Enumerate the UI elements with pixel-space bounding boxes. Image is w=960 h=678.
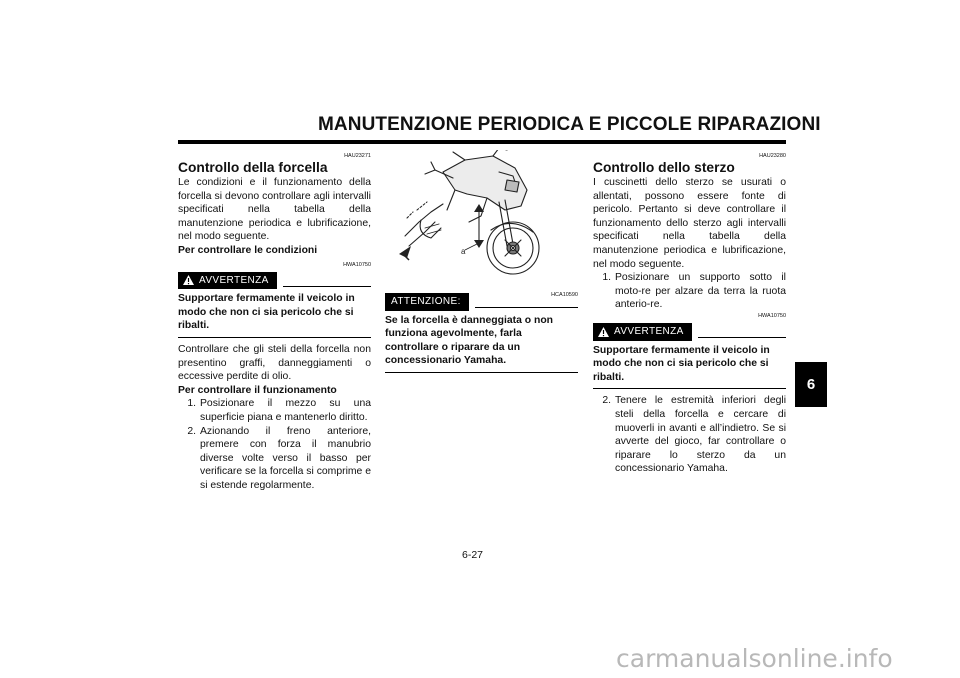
step-text: Azionando il freno anteriore, premere con forza il manubrio diverse volte verso il basso per verificare se la forcella si comprime e si estende regolarmente.: [200, 425, 371, 491]
function-subheading: Per controllare il funzionamento: [178, 384, 337, 396]
warning-label: AVVERTENZA: [199, 274, 269, 286]
warning-triangle-icon: [183, 275, 194, 285]
section-code: HAU23280: [759, 153, 786, 159]
page-header-title: MANUTENZIONE PERIODICA E PICCOLE RIPARAZIONI: [318, 114, 821, 135]
section-code: HAU23271: [344, 153, 371, 159]
step-number: 1.: [187, 398, 196, 410]
intro-paragraph: I cuscinetti dello sterzo se usurati o allentati, possono essere fonte di pericolo. Pertanto si deve controllare il funzionamento dello sterzo agli intervalli specificati nella tabella della manutenzione periodica e lubrificazione, nel modo seguente.: [593, 177, 786, 270]
caution-code: HCA10590: [551, 292, 578, 298]
caution-rule: [475, 307, 578, 308]
list-item: [178, 397, 371, 424]
warning-label: AVVERTENZA: [614, 325, 684, 337]
warning-rule: [283, 286, 371, 287]
fork-illustration: [395, 150, 565, 280]
steering-steps-continued: [593, 394, 786, 476]
function-steps: [178, 397, 371, 492]
page-number: 6-27: [462, 549, 484, 561]
list-item: [593, 271, 786, 312]
section-title: Controllo dello sterzo: [593, 160, 735, 175]
caution-label: ATTENZIONE:: [391, 296, 461, 307]
warning-header: [178, 272, 371, 290]
condition-paragraph: Controllare che gli steli della forcella non presentino graffi, danneggiamenti o eccessive perdite di olio.: [178, 343, 371, 383]
condition-subheading: Per controllare le condizioni: [178, 244, 318, 256]
caution-badge: [385, 293, 469, 311]
caution-header: [385, 293, 578, 311]
warning-text: Supportare fermamente il veicolo in modo che non ci sia pericolo che si ribalti.: [593, 344, 786, 390]
warning-code: HWA10750: [758, 312, 786, 319]
steering-steps: [593, 271, 786, 312]
chapter-tab: 6: [795, 362, 827, 407]
step-text: Posizionare un supporto sotto il moto-re per alzare da terra la ruota anterio-re.: [615, 272, 786, 311]
step-text: Tenere le estremità inferiori degli steli della forcella e cercare di muoverli in avanti e all’indietro. Se si avverte del gioco, far controllare o riparare lo sterzo da un concessionario Yamaha.: [615, 395, 786, 475]
step-number: 2.: [187, 425, 196, 437]
watermark: carmanualsonline.info: [616, 644, 893, 673]
caution-text: Se la forcella è danneggiata o non funziona agevolmente, farla controllare o riparare da un concessionario Yamaha.: [385, 314, 578, 373]
intro-paragraph: Le condizioni e il funzionamento della forcella si devono controllare agli intervalli specificati nella tabella della manutenzione periodica e lubrificazione, nel modo seguente.: [178, 177, 371, 243]
warning-text: Supportare fermamente il veicolo in modo che non ci sia pericolo che si ribalti.: [178, 292, 371, 338]
caution-block: [385, 293, 578, 378]
warning-triangle-icon: [598, 327, 609, 337]
column-steering-check: [593, 145, 786, 476]
warning-badge: [593, 323, 692, 341]
illustration-marker: a: [461, 247, 466, 256]
warning-code: HWA10750: [343, 261, 371, 268]
header-rule: [178, 140, 786, 144]
warning-rule: [698, 337, 786, 338]
step-number: 1.: [602, 272, 611, 284]
section-title: Controllo della forcella: [178, 160, 328, 175]
list-item: [178, 425, 371, 493]
list-item: [593, 394, 786, 476]
warning-badge: [178, 272, 277, 290]
step-number: 2.: [602, 395, 611, 407]
step-text: Posizionare il mezzo su una superficie piana e mantenerlo diritto.: [200, 398, 371, 423]
column-fork-check: [178, 145, 371, 492]
warning-header: [593, 323, 786, 341]
